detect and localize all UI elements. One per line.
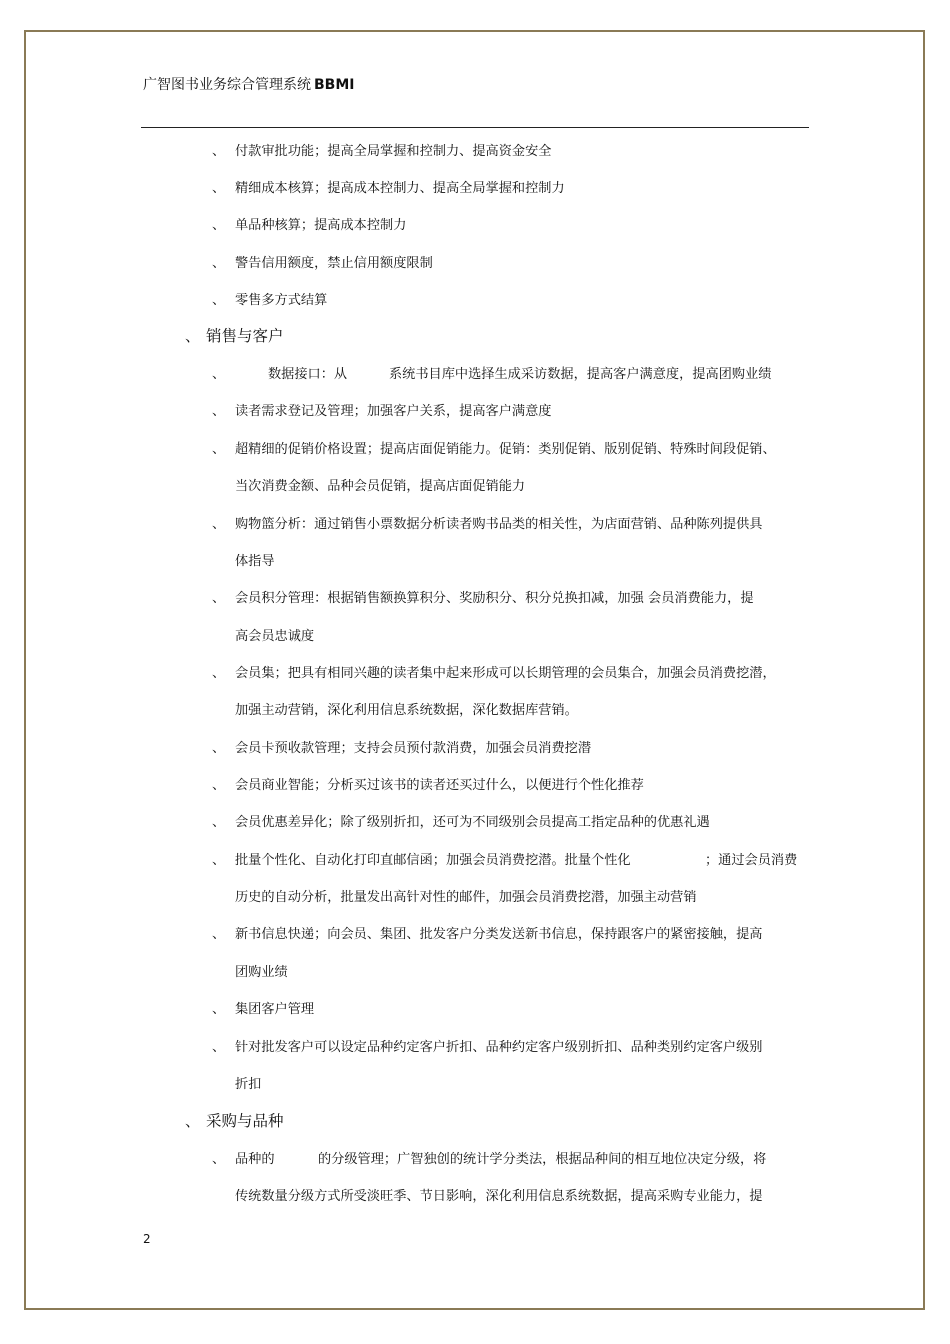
bullet-mark: 、 [212, 591, 226, 606]
bullet-mark: 、 [212, 778, 226, 793]
header-rule [141, 127, 809, 128]
list-item: 系统书目库中选择生成采访数据，提高客户满意度，提高团购业绩 [389, 367, 772, 382]
list-item-continuation: 折扣 [235, 1077, 262, 1092]
list-item: 会员优惠差异化；除了级别折扣，还可为不同级别会员提高工指定品种的优惠礼遇 [235, 815, 710, 830]
list-item-continuation: 历史的自动分析，批量发出高针对性的邮件，加强会员消费挖潜，加强主动营销 [235, 890, 697, 905]
bullet-mark: 、 [212, 367, 226, 382]
bullet-mark: 、 [212, 1040, 226, 1055]
list-item: 读者需求登记及管理；加强客户关系，提高客户满意度 [235, 404, 552, 419]
list-item: 会员商业智能；分析买过该书的读者还买过什么，以便进行个性化推荐 [235, 778, 644, 793]
section-bullet: 、 [185, 327, 201, 345]
list-item: 零售多方式结算 [235, 293, 328, 308]
list-item: 警告信用额度，禁止信用额度限制 [235, 256, 433, 271]
bullet-mark: 、 [212, 517, 226, 532]
list-item: 针对批发客户可以设定品种约定客户折扣、品种约定客户级别折扣、品种类别约定客户级别 [235, 1040, 763, 1055]
list-item-continuation: 体指导 [235, 554, 275, 569]
list-item: 的分级管理；广智独创的统计学分类法，根据品种间的相互地位决定分级，将 [318, 1152, 767, 1167]
list-item: 付款审批功能；提高全局掌握和控制力、提高资金安全 [235, 144, 552, 159]
list-item-continuation: 团购业绩 [235, 965, 288, 980]
list-item-continuation: 传统数量分级方式所受淡旺季、节日影响，深化利用信息系统数据，提高采购专业能力，提 [235, 1189, 763, 1204]
bullet-mark: 、 [212, 741, 226, 756]
bullet-mark: 、 [212, 293, 226, 308]
list-item: 新书信息快递；向会员、集团、批发客户分类发送新书信息，保持跟客户的紧密接触，提高 [235, 927, 763, 942]
list-item: 精细成本核算；提高成本控制力、提高全局掌握和控制力 [235, 181, 565, 196]
bullet-mark: 、 [212, 144, 226, 159]
page-number: 2 [143, 1232, 151, 1246]
bullet-mark: 、 [212, 442, 226, 457]
section-heading: 销售与客户 [206, 327, 284, 345]
list-item: 购物篮分析：通过销售小票数据分析读者购书品类的相关性，为店面营销、品种陈列提供具 [235, 517, 763, 532]
list-item: 超精细的促销价格设置；提高店面促销能力。促销：类别促销、版别促销、特殊时间段促销、 [235, 442, 776, 457]
bullet-mark: 、 [212, 404, 226, 419]
section-bullet: 、 [185, 1112, 201, 1130]
list-item-continuation: 加强主动营销，深化利用信息系统数据，深化数据库营销。 [235, 703, 578, 718]
bullet-mark: 、 [212, 181, 226, 196]
list-item: ；通过会员消费 [705, 853, 798, 868]
list-item: 批量个性化、自动化打印直邮信函；加强会员消费挖潜。批量个性化 [235, 853, 631, 868]
list-item: 单品种核算；提高成本控制力 [235, 218, 407, 233]
header-title-cn: 广智图书业务综合管理系统 [143, 77, 311, 93]
list-item: 会员积分管理：根据销售额换算积分、奖励积分、积分兑换扣减，加强 会员消费能力，提 [235, 591, 754, 606]
bullet-mark: 、 [212, 1152, 226, 1167]
bullet-mark: 、 [212, 853, 226, 868]
list-item: 品种的 [235, 1152, 275, 1167]
list-item-continuation: 高会员忠诚度 [235, 629, 315, 644]
list-item: 会员卡预收款管理；支持会员预付款消费，加强会员消费挖潜 [235, 741, 592, 756]
bullet-mark: 、 [212, 1002, 226, 1017]
list-item: 数据接口：从 [268, 367, 348, 382]
list-item-continuation: 当次消费金额、品种会员促销，提高店面促销能力 [235, 479, 526, 494]
list-item: 会员集；把具有相同兴趣的读者集中起来形成可以长期管理的会员集合，加强会员消费挖潜， [235, 666, 776, 681]
list-item: 集团客户管理 [235, 1002, 315, 1017]
bullet-mark: 、 [212, 256, 226, 271]
bullet-mark: 、 [212, 666, 226, 681]
bullet-mark: 、 [212, 815, 226, 830]
header-title [143, 74, 354, 94]
section-heading: 采购与品种 [206, 1112, 284, 1130]
bullet-mark: 、 [212, 927, 226, 942]
header-title-en: BBMI [314, 77, 355, 93]
bullet-mark: 、 [212, 218, 226, 233]
